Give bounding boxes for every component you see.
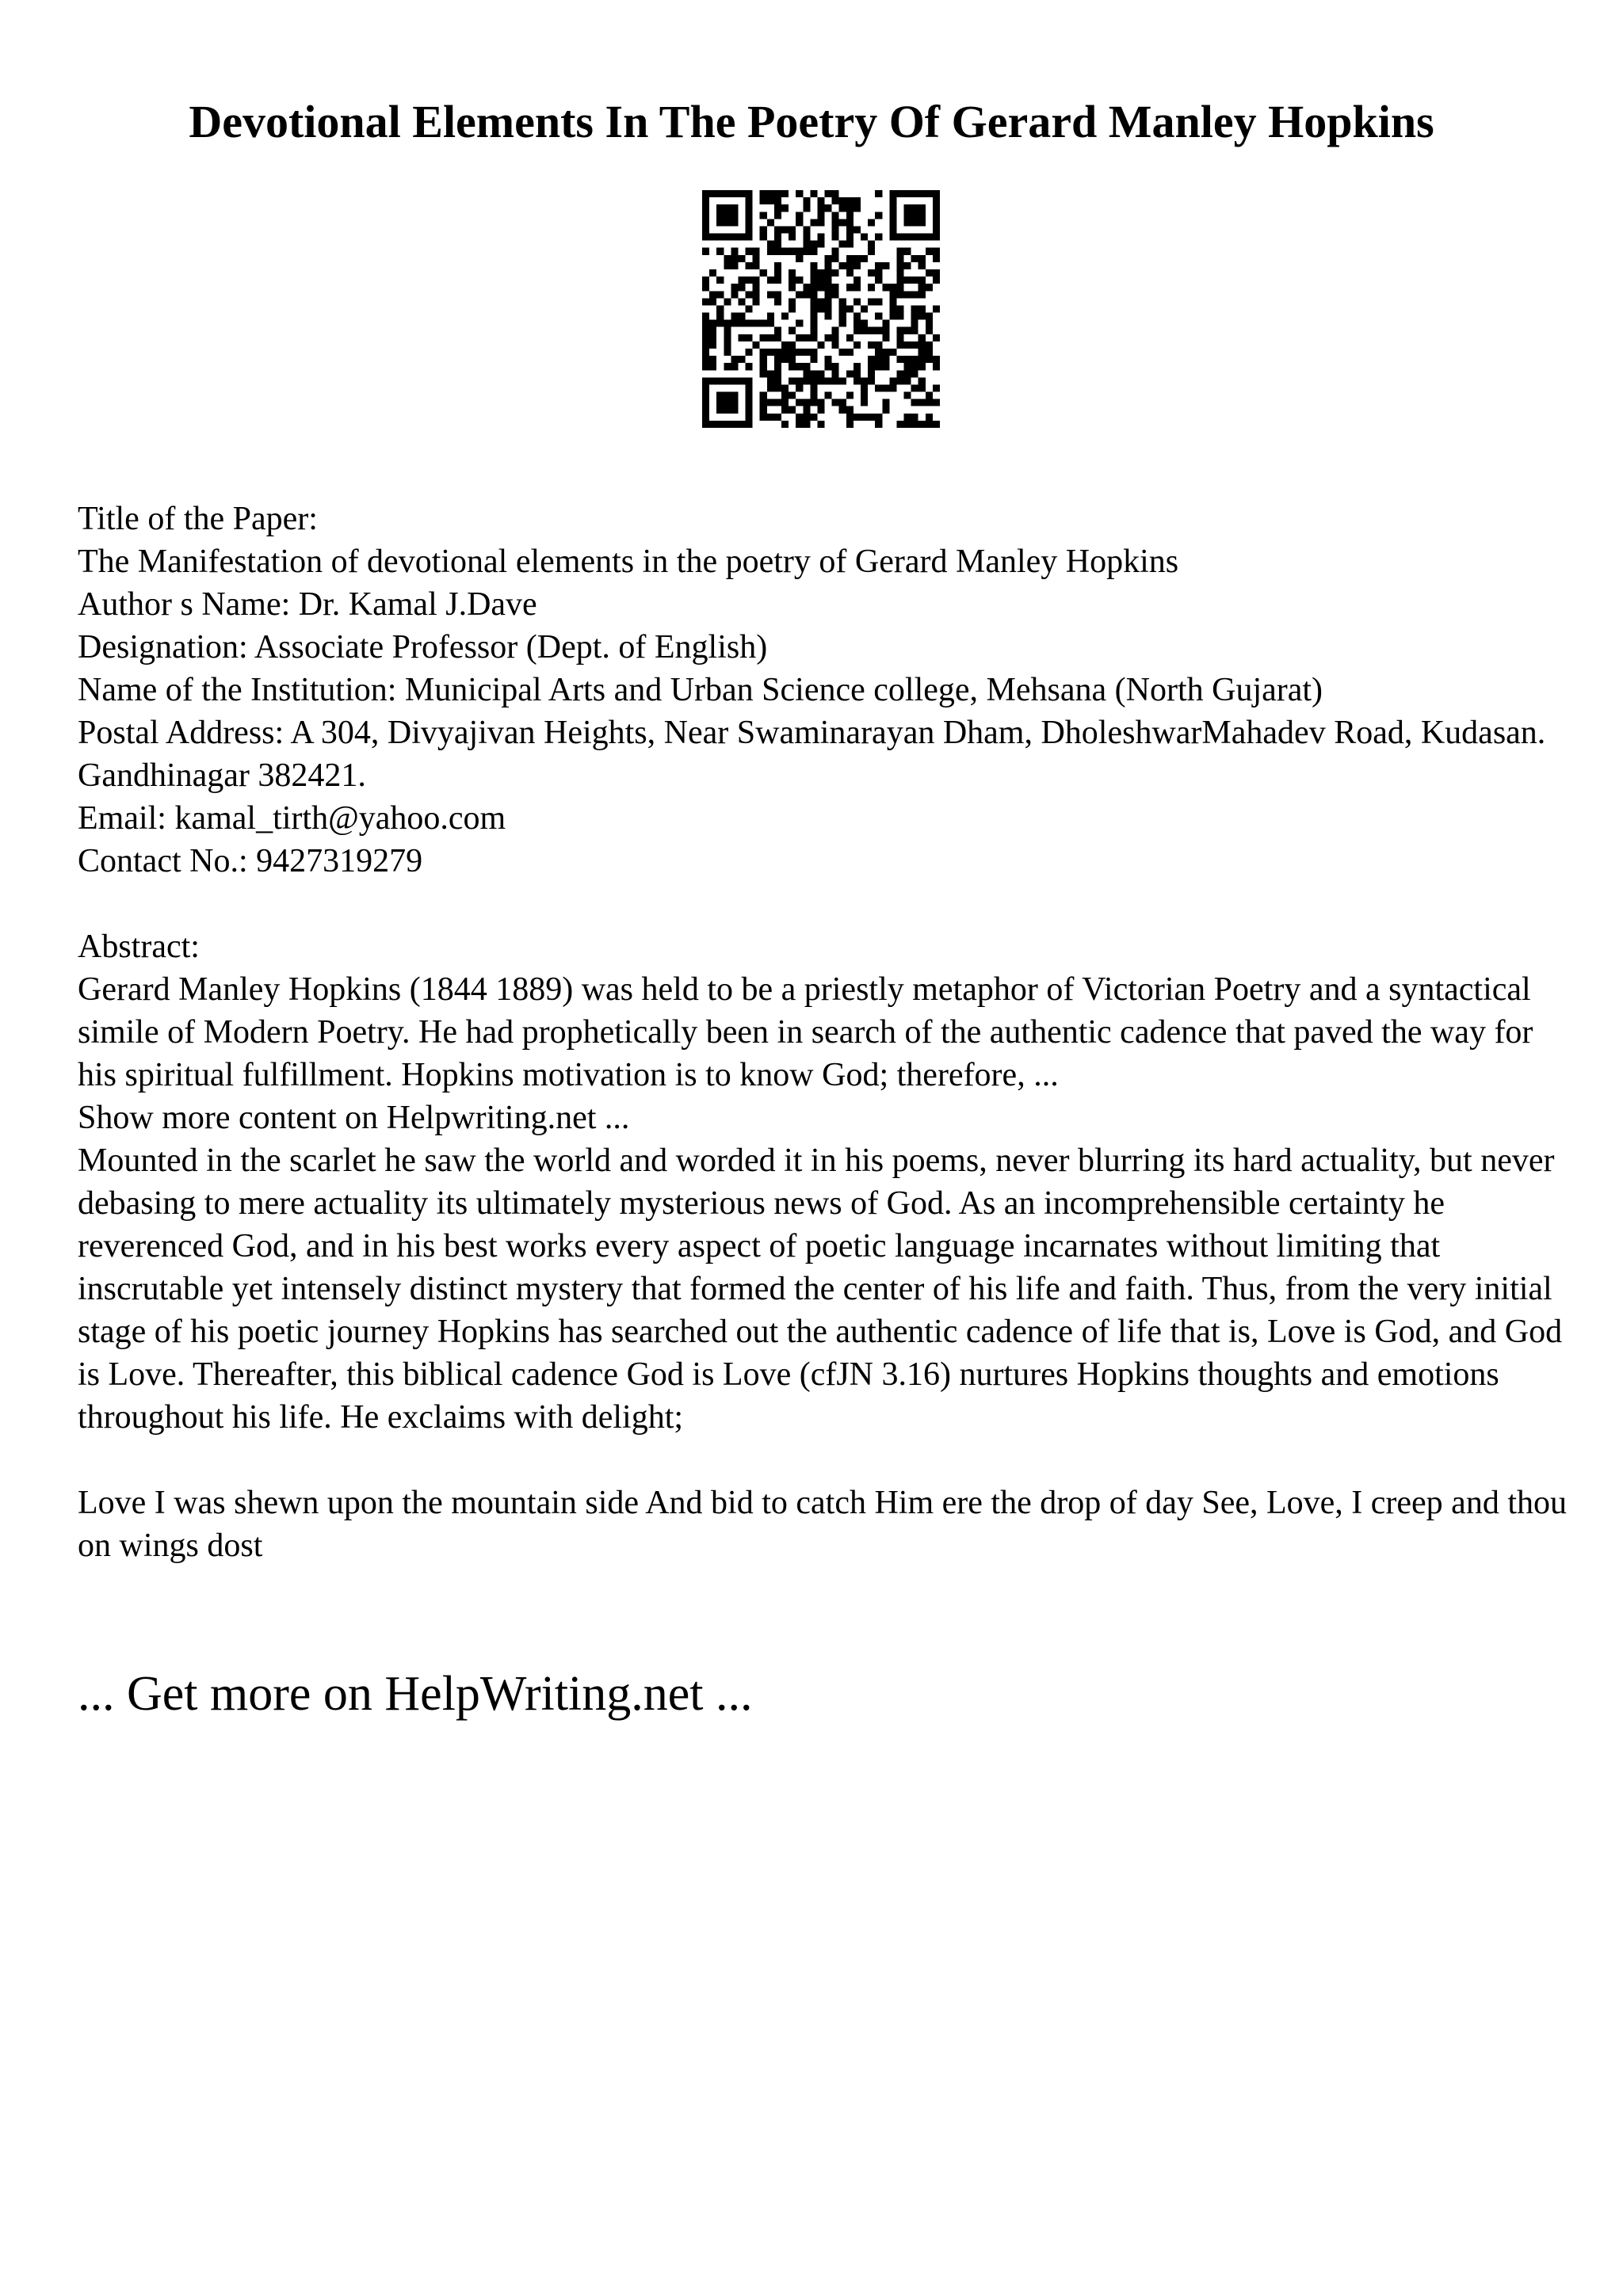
- show-more-link[interactable]: Show more content on Helpwriting.net ...: [78, 1100, 630, 1136]
- abstract-section: [78, 925, 1568, 1567]
- poem-quote: Love I was shewn upon the mountain side And bid to catch Him ere the drop of day See, Love, I creep and thou on wings dost: [78, 1485, 1567, 1564]
- paper-title: The Manifestation of devotional elements in the poetry of Gerard Manley Hopkins: [78, 543, 1179, 580]
- document-title: Devotional Elements In The Poetry Of Gerard Manley Hopkins: [189, 96, 1434, 147]
- email: Email: kamal_tirth@yahoo.com: [78, 800, 506, 837]
- title-label: Title of the Paper:: [78, 501, 318, 537]
- abstract-label: Abstract:: [78, 929, 200, 965]
- get-more-link[interactable]: ... Get more on HelpWriting.net ...: [78, 1667, 753, 1721]
- qr-code-icon[interactable]: [702, 190, 940, 428]
- paragraph-spacer: [78, 1439, 1568, 1482]
- abstract-paragraph-2: Mounted in the scarlet he saw the world and worded it in his poems, never blurring its hard actuality, but never debasing to mere actuality its ultimately mysterious news of God. As an incomprehensible certainty he reverenced God, and in his best works every aspect of poetic language incarnates without limiting that inscrutable yet intensely distinct mystery that formed the center of his life and faith. Thus, from the very initial stage of his poetic journey Hopkins has searched out the authentic cadence of life that is, Love is God, and God is Love. Thereafter, this biblical cadence God is Love (cfJN 3.16) nurtures Hopkins thoughts and emotions throughout his life. He exclaims with delight;: [78, 1142, 1563, 1436]
- abstract-paragraph-1: Gerard Manley Hopkins (1844 1889) was held to be a priestly metaphor of Victorian Poetry and a syntactical simile of Modern Poetry. He had prophetically been in search of the authentic cadence that paved the way for his spiritual fulfillment. Hopkins motivation is to know God; therefore, ...: [78, 971, 1533, 1093]
- contact-number: Contact No.: 9427319279: [78, 843, 423, 879]
- designation: Designation: Associate Professor (Dept. of English): [78, 629, 768, 666]
- postal-address: Postal Address: A 304, Divyajivan Heights, Near Swaminarayan Dham, DholeshwarMahadev Road, Kudasan. Gandhinagar 382421.: [78, 715, 1546, 794]
- paper-metadata: [78, 498, 1568, 883]
- institution: Name of the Institution: Municipal Arts and Urban Science college, Mehsana (North Gujarat): [78, 672, 1323, 708]
- author-name: Author s Name: Dr. Kamal J.Dave: [78, 586, 537, 623]
